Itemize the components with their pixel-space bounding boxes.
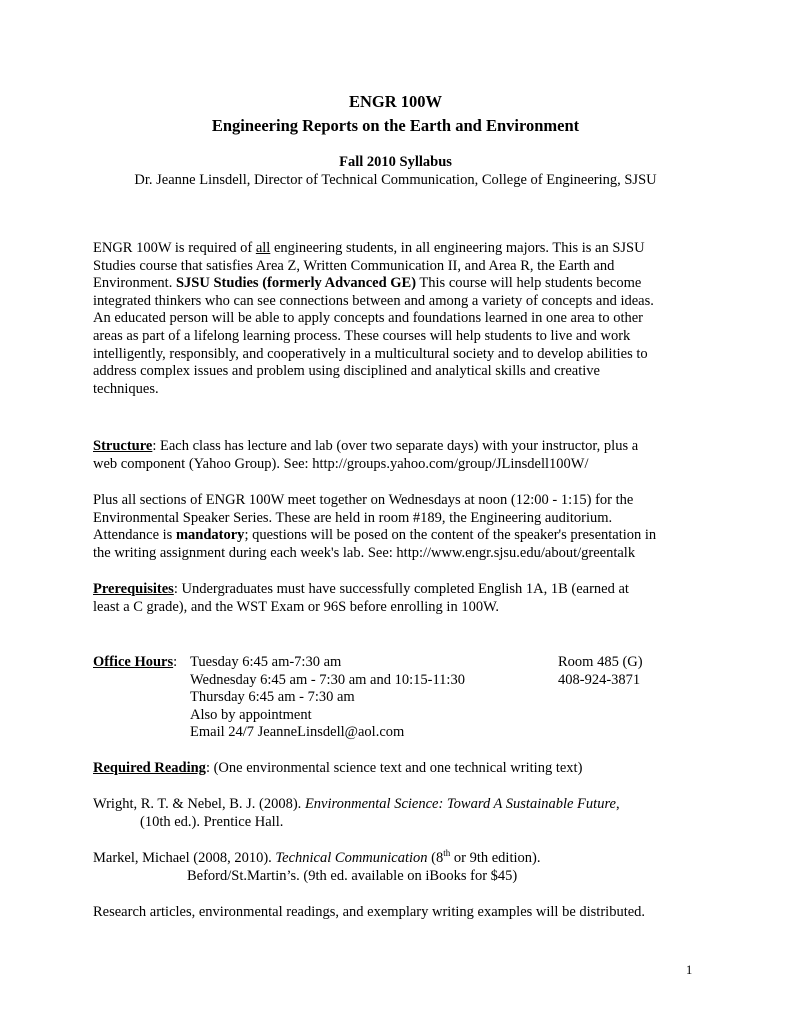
instructor-line: Dr. Jeanne Linsdell, Director of Technical Communication, College of Engineering, SJSU bbox=[134, 172, 657, 188]
citation-publisher: (10th ed.). Prentice Hall. bbox=[140, 813, 284, 830]
intro-text: techniques. bbox=[93, 380, 159, 397]
citation-edition: or 9th edition). bbox=[450, 850, 541, 866]
page-number: 1 bbox=[686, 963, 693, 977]
speaker-series-paragraph bbox=[93, 492, 705, 562]
citation-publisher: Beford/St.Martin’s. (9th ed. available on iBooks for $45) bbox=[187, 867, 518, 884]
prerequisites-section bbox=[93, 581, 705, 616]
citation-title: Technical Communication bbox=[275, 850, 428, 866]
speaker-text: ; questions will be posed on the content of the speaker's presentation in bbox=[244, 527, 657, 544]
intro-text: integrated thinkers who can see connections between and among a variety of concepts and ideas. bbox=[93, 292, 654, 309]
syllabus-term: Fall 2010 Syllabus bbox=[339, 154, 452, 170]
intro-text: engineering students, in all engineering majors. This is an SJSU bbox=[270, 240, 645, 256]
citation-edition: (8 bbox=[427, 850, 444, 866]
speaker-text: Attendance is bbox=[93, 527, 176, 544]
prerequisites-text: : Undergraduates must have successfully completed English 1A, 1B (earned at bbox=[173, 581, 629, 597]
emphasis-all: all bbox=[255, 240, 271, 256]
book-citation-wright bbox=[93, 796, 705, 831]
citation-punct: , bbox=[616, 796, 620, 812]
office-contact bbox=[558, 654, 643, 689]
course-title: Engineering Reports on the Earth and Environment bbox=[211, 116, 580, 135]
office-hours-email: Email 24/7 JeanneLinsdell@aol.com bbox=[190, 724, 405, 741]
book-citation-markel bbox=[93, 850, 705, 885]
mandatory-label: mandatory bbox=[175, 527, 245, 544]
structure-text: web component (Yahoo Group). See: http://groups.yahoo.com/group/JLinsdell100W/ bbox=[93, 455, 589, 472]
required-reading-heading-line bbox=[93, 760, 705, 778]
citation-authors: Wright, R. T. & Nebel, B. J. (2008). bbox=[93, 796, 305, 812]
office-hours-heading: Office Hours bbox=[93, 654, 174, 670]
office-hours-times bbox=[190, 654, 465, 742]
office-hours-time: Wednesday 6:45 am - 7:30 am and 10:15-11:30 bbox=[190, 671, 465, 688]
speaker-text: the writing assignment during each week's lab. See: http://www.engr.sjsu.edu/about/greentalk bbox=[93, 544, 636, 561]
office-hours-time: Tuesday 6:45 am-7:30 am bbox=[190, 654, 342, 670]
required-reading-heading: Required Reading bbox=[93, 760, 206, 776]
intro-text: address complex issues and problem using disciplined and analytical skills and creative bbox=[93, 363, 600, 380]
speaker-text: Plus all sections of ENGR 100W meet together on Wednesdays at noon (12:00 - 1:15) for the bbox=[93, 492, 634, 508]
citation-title: Environmental Science: Toward A Sustainable Future bbox=[304, 796, 616, 812]
intro-text: areas as part of a lifelong learning process. These courses will help students to live and work bbox=[93, 327, 631, 344]
office-hours-colon: : bbox=[173, 654, 178, 670]
office-hours-section bbox=[93, 654, 177, 672]
sjsu-studies-label: SJSU Studies (formerly Advanced GE) bbox=[175, 275, 417, 292]
course-code: ENGR 100W bbox=[348, 92, 443, 111]
intro-text: Environment. bbox=[93, 275, 176, 292]
structure-section bbox=[93, 438, 705, 473]
prerequisites-heading: Prerequisites bbox=[93, 581, 174, 597]
structure-heading: Structure bbox=[93, 438, 153, 454]
intro-text: ENGR 100W is required of bbox=[93, 240, 256, 256]
intro-text: intelligently, responsibly, and cooperatively in a multicultural society and to develop abilities to bbox=[93, 345, 648, 362]
intro-text: An educated person will be able to apply concepts and foundations learned in one area to other bbox=[93, 310, 644, 327]
citation-authors: Markel, Michael (2008, 2010). bbox=[93, 850, 276, 866]
prerequisites-text: least a C grade), and the WST Exam or 96S before enrolling in 100W. bbox=[93, 598, 500, 615]
office-phone: 408-924-3871 bbox=[558, 671, 641, 688]
office-hours-time: Thursday 6:45 am - 7:30 am bbox=[190, 689, 355, 706]
speaker-text: Environmental Speaker Series. These are held in room #189, the Engineering auditorium. bbox=[93, 509, 613, 526]
intro-text: Studies course that satisfies Area Z, Written Communication II, and Area R, the Earth and bbox=[93, 257, 615, 274]
office-room: Room 485 (G) bbox=[558, 654, 643, 670]
required-reading-note: : (One environmental science text and one technical writing text) bbox=[205, 760, 583, 776]
distributed-text: Research articles, environmental readings, and exemplary writing examples will be distributed. bbox=[93, 904, 646, 920]
intro-text: This course will help students become bbox=[416, 275, 642, 292]
structure-text: : Each class has lecture and lab (over two separate days) with your instructor, plus a bbox=[152, 438, 639, 454]
intro-paragraph bbox=[93, 240, 705, 398]
office-hours-time: Also by appointment bbox=[190, 706, 312, 723]
distributed-materials-note bbox=[93, 904, 705, 922]
edition-superscript: th bbox=[443, 848, 451, 859]
